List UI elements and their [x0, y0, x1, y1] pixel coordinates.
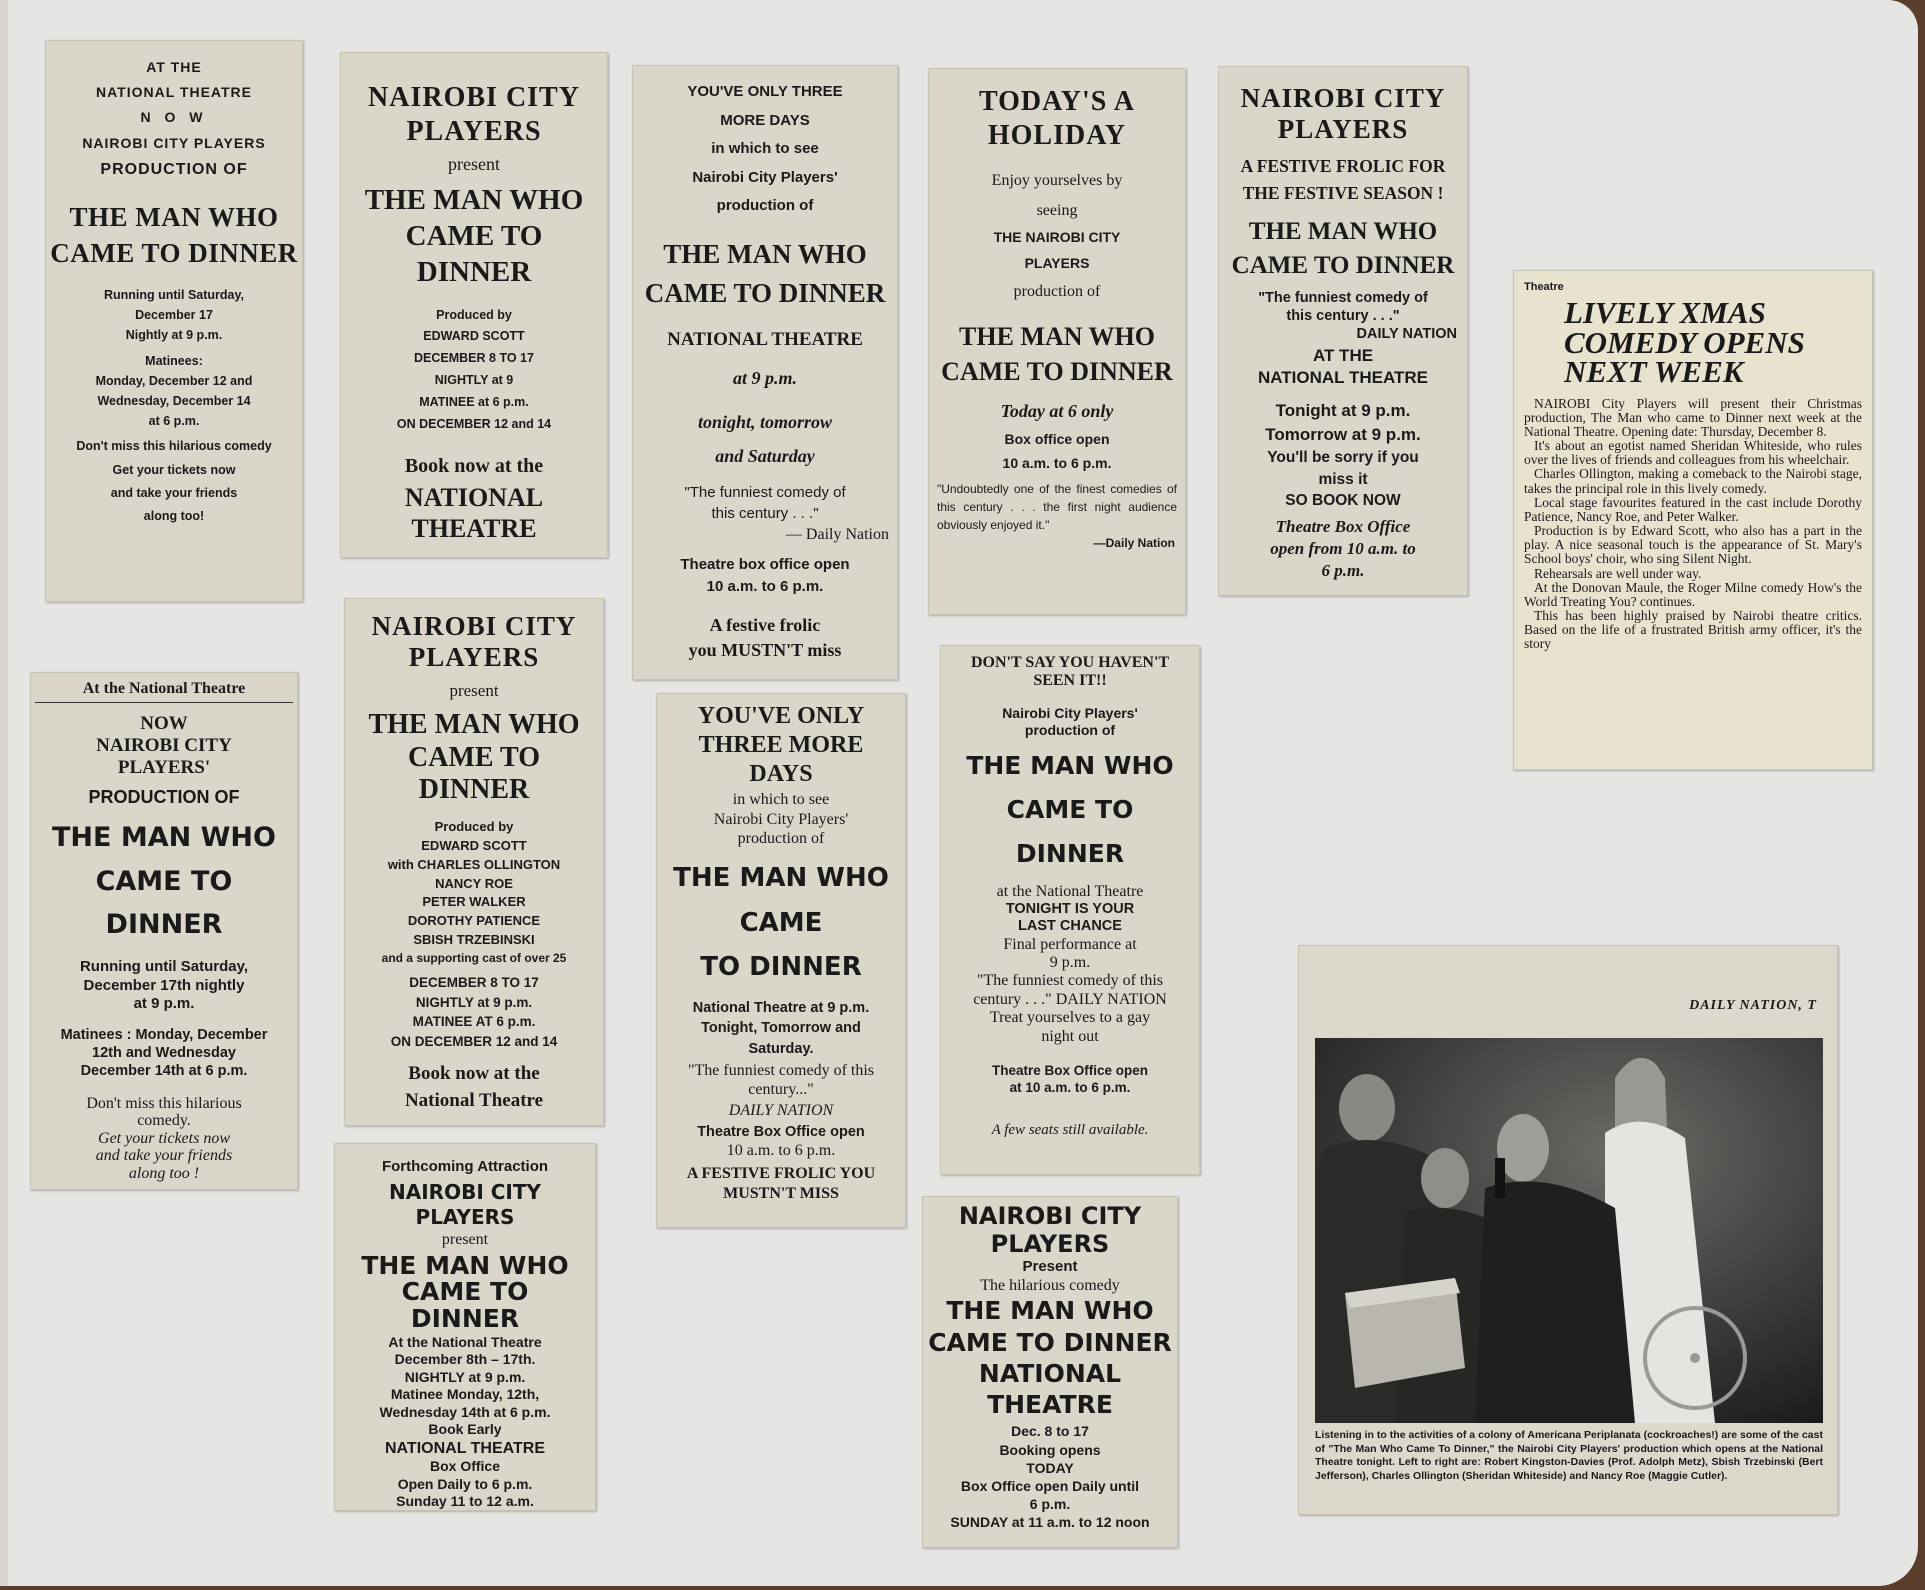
venue: NATIONAL THEATRE [667, 328, 863, 350]
date-line: Booking opens [999, 1441, 1101, 1458]
box-office: Theatre box office open [680, 555, 850, 573]
play-title: THE MAN WHO [966, 751, 1174, 781]
venue: NATIONAL [978, 1358, 1122, 1388]
play-title: DINNER [105, 908, 223, 940]
play-title: CAME TO DINNER [1231, 252, 1455, 280]
quote-source: DAILY NATION [728, 1102, 834, 1120]
play-title: CAME TO [405, 220, 543, 253]
head: HOLIDAY [987, 119, 1127, 151]
date-line: Dec. 8 to 17 [1011, 1423, 1089, 1440]
venue: AT THE [1312, 346, 1374, 366]
production-of: PRODUCTION OF [88, 786, 240, 807]
play-title: DINNER [1015, 838, 1125, 868]
footer-line: and take your friends [95, 1147, 233, 1165]
date-line: MATINEE AT 6 p.m. [412, 1014, 536, 1030]
play-title: CAME TO [401, 1277, 529, 1307]
show-time: at 9 p.m. [732, 367, 797, 388]
box-office: Theatre Box Office open [991, 1062, 1149, 1078]
article-paragraph: Local stage favourites featured in the cast include Dorothy Patience, Nancy Roe, and Peter Walker. [1524, 494, 1862, 524]
news-article [1513, 270, 1873, 770]
company-name: PLAYERS [415, 1205, 515, 1229]
line: production of [1024, 721, 1116, 738]
play-title: THE MAN WHO [946, 1296, 1154, 1326]
cast-photograph [1315, 1038, 1823, 1423]
head: SEEN IT!! [1033, 672, 1107, 690]
play-title: THE MAN WHO [959, 321, 1155, 351]
clipping-7 [344, 598, 604, 1126]
detail: December 8th – 17th. [394, 1351, 536, 1368]
detail: December 17 [135, 308, 213, 323]
footer-line: and take your friends [110, 485, 238, 500]
matinee: 12th and Wednesday [92, 1045, 236, 1062]
photo-caption: Listening in to the activities of a colony of Americana Periplanata (cockroaches!) are some of the cast of "The Man Who Came To Dinner," the Nairobi City Players' production which opens at the National Theatre tonight. Left to right are: Robert Kingston-Davies (Prof. Adolph Metz), Sbish Trzebinski (Bert Jefferson), Charles Ollington (Sheridan Whiteside) and Nancy Roe (Maggie Cutler). [1315, 1429, 1823, 1482]
footer-line: along too! [143, 508, 205, 523]
play-title: DINNER [418, 773, 530, 805]
detail: DECEMBER 8 TO 17 [414, 351, 534, 366]
detail: MATINEE at 6 p.m. [419, 395, 529, 410]
time: Tomorrow at 9 p.m. [1265, 425, 1421, 445]
treat: night out [1041, 1027, 1099, 1045]
clipping-6 [30, 672, 298, 1190]
matinee: Matinees : Monday, December [60, 1027, 268, 1044]
article-paragraph: NAIROBI City Players will present their Christmas production, The Man who came to Dinner next week at the National Theatre. Opening date: Thursday, December 8. [1524, 395, 1862, 439]
play-title: CAME TO DINNER [50, 237, 298, 268]
quote: century . . ." DAILY NATION [973, 990, 1167, 1008]
box-office: 6 p.m. [1029, 1496, 1071, 1513]
now: NOW [140, 713, 188, 735]
company-name: PLAYERS' [117, 756, 211, 778]
head: YOU'VE ONLY [697, 703, 865, 729]
play-title: THE MAN WHO [673, 862, 889, 893]
seats: A few seats still available. [991, 1122, 1149, 1139]
line: Nairobi City Players' [713, 810, 849, 828]
detail: At the National Theatre [388, 1333, 542, 1350]
head-line: MORE DAYS [720, 111, 810, 129]
box-office: 10 a.m. to 6 p.m. [706, 578, 824, 596]
play-title: THE MAN WHO [368, 709, 580, 741]
frolic: A FESTIVE FROLIC YOU [686, 1165, 876, 1183]
quote: "The funniest comedy of this [687, 1062, 875, 1079]
line: PRODUCTION OF [100, 160, 248, 178]
article-paragraph: At the Donovan Maule, the Roger Milne comedy How's the World Treating You? continues. [1524, 579, 1862, 609]
box-office: 10 a.m. to 6 p.m. [726, 1142, 836, 1160]
detail: Nightly at 9 p.m. [125, 328, 223, 343]
detail: ON DECEMBER 12 and 14 [396, 416, 552, 431]
present-label: present [449, 681, 499, 701]
present-label: present [441, 1231, 489, 1248]
book-now: Book now at the [404, 454, 544, 477]
footer-line: Don't miss this hilarious [86, 1094, 242, 1112]
detail: National Theatre at 9 p.m. [692, 1000, 870, 1017]
treat: Treat yourselves to a gay [989, 1009, 1151, 1027]
box-office: Theatre Box Office [1275, 517, 1411, 537]
head-line: Nairobi City Players' [692, 168, 838, 186]
line: AT THE [146, 59, 202, 75]
date-line: DECEMBER 8 TO 17 [409, 975, 539, 991]
present-label: present [448, 154, 500, 175]
clipping-4 [928, 68, 1186, 615]
clipping-1 [45, 40, 303, 602]
box-office: Box office open [1004, 430, 1110, 447]
detail: Monday, December 12 and [95, 374, 253, 389]
play-title: THE MAN WHO [52, 822, 276, 854]
quote: "The funniest comedy of [684, 483, 846, 501]
article-paragraph: Rehearsals are well under way. [1534, 565, 1702, 581]
footer-line: along too ! [128, 1164, 200, 1182]
venue: National Theatre [404, 1090, 544, 1112]
head: TODAY'S A [978, 86, 1136, 117]
box-office: at 10 a.m. to 6 p.m. [1009, 1080, 1131, 1096]
line: production of [737, 829, 825, 847]
company-name: PLAYERS [990, 1229, 1110, 1258]
play-title: CAME TO [95, 865, 233, 897]
box-office: Open Daily to 6 p.m. [397, 1475, 533, 1492]
head: DAYS [749, 760, 813, 787]
days: and Saturday [715, 446, 815, 467]
detail: NIGHTLY at 9 [434, 373, 514, 388]
article-paragraph: It's about an egotist named Sheridan Whiteside, who rules over the lives of friends and colleagues from his wheelchair. [1524, 438, 1862, 468]
photo-image [1315, 1038, 1823, 1423]
date-line: TODAY [1026, 1459, 1074, 1476]
head-line: in which to see [711, 140, 819, 157]
clipping-8 [656, 693, 906, 1228]
play-title: DINNER [410, 1303, 520, 1333]
box-office: Box Office [429, 1458, 500, 1475]
clipping-9 [940, 645, 1200, 1175]
line: production of [1013, 283, 1101, 301]
festive: THE FESTIVE SEASON ! [1242, 183, 1444, 204]
line: NATIONAL THEATRE [96, 84, 252, 101]
quote: "Undoubtedly one of the finest comedies of this century . . . the first night audience obviously enjoyed it." [937, 481, 1177, 532]
play-title: CAME TO [1006, 795, 1134, 825]
line: NAIROBI CITY PLAYERS [82, 134, 266, 151]
cast-line: EDWARD SCOTT [421, 837, 527, 853]
cast-line: Produced by [434, 819, 514, 835]
article-headline: LIVELY XMAS [1564, 295, 1766, 331]
box-office: 10 a.m. to 6 p.m. [1002, 455, 1112, 472]
head: THREE MORE [698, 731, 864, 758]
final: Final performance at [1003, 935, 1137, 953]
line: THE NAIROBI CITY [993, 229, 1121, 246]
sunday: SUNDAY at 11 a.m. to 12 noon [950, 1514, 1150, 1531]
play-title: CAME TO DINNER [941, 356, 1173, 386]
play-title: CAME TO DINNER [928, 1327, 1172, 1357]
quote: "The funniest comedy of [1258, 289, 1428, 306]
venue: NATIONAL THEATRE [1258, 368, 1428, 388]
detail: at 9 p.m. [133, 995, 195, 1013]
cast-line: and a supporting cast of over 25 [381, 950, 567, 965]
clipping-10 [334, 1143, 596, 1511]
line: N O W [140, 109, 208, 126]
time: You'll be sorry if you [1267, 449, 1419, 466]
cast-line: PETER WALKER [422, 894, 526, 910]
box-office: Box Office open Daily until [960, 1477, 1140, 1494]
head: At the National Theatre [35, 679, 293, 703]
detail: Matinee Monday, 12th, [390, 1386, 540, 1403]
company-name: NAIROBI CITY [389, 1180, 541, 1204]
head: Forthcoming Attraction [381, 1158, 549, 1175]
present-label: Present [1022, 1258, 1078, 1276]
date-line: ON DECEMBER 12 and 14 [390, 1034, 558, 1050]
detail: Wednesday, December 14 [97, 394, 251, 409]
photo-clipping [1298, 945, 1838, 1515]
line: seeing [1036, 201, 1078, 219]
last-chance: TONIGHT IS YOUR [1005, 900, 1135, 917]
detail: December 17th nightly [83, 976, 245, 994]
time: Tonight at 9 p.m. [1275, 401, 1411, 421]
frolic: MUSTN'T MISS [723, 1185, 839, 1203]
play-title: CAME [739, 907, 823, 938]
frolic: you MUSTN'T miss [688, 640, 842, 661]
venue: NATIONAL THEATRE [385, 1439, 545, 1457]
play-title: THE MAN WHO [1248, 218, 1438, 246]
clipping-2 [340, 52, 608, 558]
company-name: NAIROBI CITY [958, 1202, 1142, 1230]
footer-line: comedy. [137, 1112, 191, 1130]
company-name: NAIROBI CITY [96, 735, 232, 757]
line: Nairobi City Players' [1002, 704, 1138, 721]
clipping-5 [1218, 66, 1468, 596]
frolic: A festive frolic [709, 614, 821, 635]
box-office: Theatre Box Office open [697, 1123, 865, 1140]
quote: "The funniest comedy of this [976, 972, 1164, 990]
footer-line: Get your tickets now [98, 1129, 230, 1147]
book-now: Book now at the [408, 1062, 540, 1084]
detail: Saturday. [748, 1040, 814, 1057]
today: Today at 6 only [1000, 400, 1114, 421]
company-name: NAIROBI CITY [371, 611, 577, 641]
play-title: THE MAN WHO [69, 201, 279, 232]
company-name: PLAYERS [408, 642, 540, 673]
line: PLAYERS [1024, 255, 1090, 272]
head-line: YOU'VE ONLY THREE [687, 83, 843, 100]
play-title: THE MAN WHO [364, 183, 584, 216]
detail: Tonight, Tomorrow and [701, 1020, 861, 1037]
company-name: PLAYERS [406, 115, 542, 147]
company-name: PLAYERS [1277, 114, 1409, 145]
days: tonight, tomorrow [697, 412, 833, 433]
detail: Produced by [436, 307, 512, 322]
detail: Wednesday 14th at 6 p.m. [379, 1403, 551, 1420]
play-title: THE MAN WHO [663, 238, 867, 269]
article-headline: COMEDY OPENS [1564, 324, 1805, 360]
time: SO BOOK NOW [1285, 492, 1401, 510]
line: Enjoy yourselves by [991, 172, 1123, 190]
clipping-11 [922, 1196, 1178, 1548]
article-kicker: Theatre [1524, 281, 1564, 293]
cast-line: DOROTHY PATIENCE [407, 913, 541, 929]
article-paragraph: This has been highly praised by Nairobi theatre critics. Based on the life of a frustrated British army officer, it's the story [1524, 608, 1862, 652]
clipping-3 [632, 65, 898, 680]
detail: EDWARD SCOTT [423, 329, 525, 344]
cast-line: NANCY ROE [435, 875, 513, 891]
cast-line: with CHARLES OLLINGTON [387, 856, 561, 872]
company-name: NAIROBI CITY [1240, 83, 1446, 113]
quote: this century . . ." [1286, 307, 1400, 324]
line: in which to see [732, 791, 830, 809]
quote: this century . . ." [711, 504, 819, 522]
detail: at 6 p.m. [148, 414, 200, 429]
festive: A FESTIVE FROLIC FOR [1240, 156, 1446, 177]
quote-source: — Daily Nation [785, 525, 889, 543]
article-headline: NEXT WEEK [1564, 354, 1744, 390]
play-title: TO DINNER [700, 952, 862, 983]
last-chance: LAST CHANCE [1018, 918, 1122, 935]
play-title: THE MAN WHO [361, 1251, 569, 1281]
final: 9 p.m. [1049, 953, 1091, 971]
detail: NIGHTLY at 9 p.m. [404, 1368, 526, 1385]
box-office: Sunday 11 to 12 a.m. [396, 1493, 534, 1510]
quote: century..." [748, 1081, 814, 1099]
masthead: DAILY NATION, T [1689, 998, 1817, 1013]
time: miss it [1318, 470, 1368, 488]
quote-source: —Daily Nation [1093, 535, 1175, 550]
article-paragraph: Charles Ollington, making a comeback to the Nairobi stage, takes the principal role in this lively comedy. [1524, 466, 1862, 496]
hilarious: The hilarious comedy [980, 1277, 1120, 1295]
venue: THEATRE [987, 1390, 1113, 1420]
box-office: 6 p.m. [1321, 561, 1365, 581]
play-title: DINNER [416, 256, 532, 289]
venue: NATIONAL THEATRE [404, 482, 544, 543]
footer-line: Get your tickets now [112, 462, 236, 477]
company-name: NAIROBI CITY [368, 82, 580, 113]
box-office: open from 10 a.m. to [1270, 539, 1416, 559]
matinee: December 14th at 6 p.m. [80, 1063, 248, 1080]
detail: Running until Saturday, [79, 957, 249, 975]
quote-source: DAILY NATION [1356, 326, 1457, 343]
head-line: production of [716, 197, 814, 214]
footer-line: Don't miss this hilarious comedy [76, 439, 272, 454]
detail: Matinees: [145, 354, 203, 369]
detail: Book Early [428, 1421, 502, 1438]
date-line: NIGHTLY at 9 p.m. [415, 994, 533, 1010]
head: DON'T SAY YOU HAVEN'T [970, 654, 1170, 671]
cast-line: SBISH TRZEBINSKI [413, 932, 535, 948]
article-paragraph: Production is by Edward Scott, who also has a part in the play. A nice seasonal touch is the appearance of St. Mary's School boys' choir, who sing Silent Night. [1524, 523, 1862, 567]
venue: at the National Theatre [996, 882, 1144, 900]
detail: Running until Saturday, [103, 288, 245, 303]
play-title: CAME TO DINNER [644, 277, 886, 308]
play-title: CAME TO [408, 741, 540, 773]
